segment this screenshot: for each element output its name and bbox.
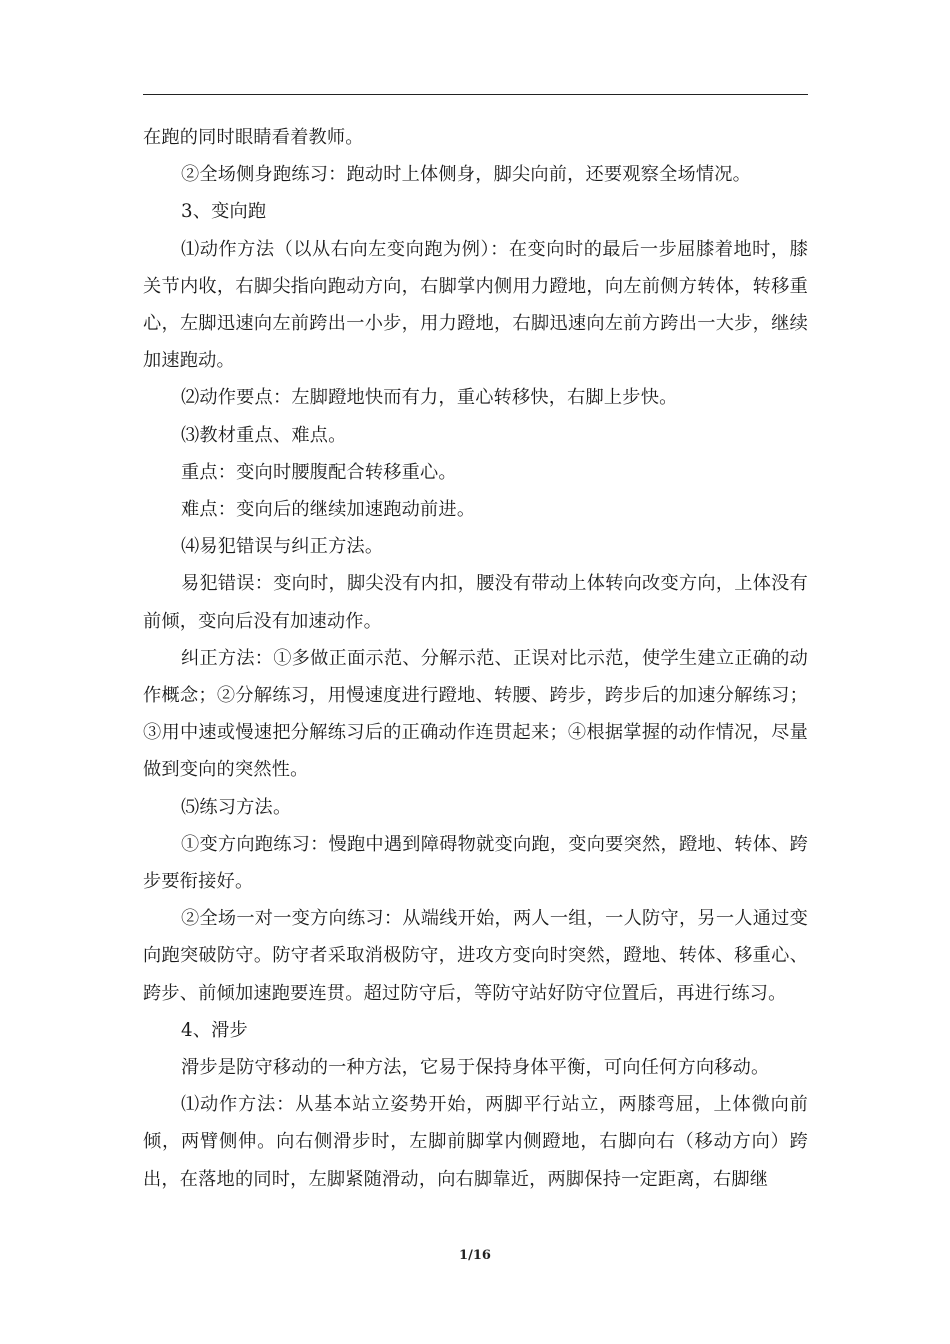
paragraph: ②全场侧身跑练习：跑动时上体侧身，脚尖向前，还要观察全场情况。 [181,164,752,186]
paragraph: 在跑的同时眼睛看着教师。 [143,127,364,148]
paragraph: 难点：变向后的继续加速跑动前进。 [181,499,476,521]
paragraph: 纠正方法：①多做正面示范、分解示范、正误对比示范，使学生建立正确的动作概念；②分解练习，用慢速度进行蹬地、转腰、跨步，跨步后的加速分解练习；③用中速或慢速把分解练习后的正确动作连贯起来；④根据掌握的动作情况，尽量做到变向的突然性。 [143,647,808,781]
paragraph: ⑷易犯错误与纠正方法。 [181,536,384,558]
paragraph: ①变方向跑练习：慢跑中遇到障碍物就变向跑，变向要突然，蹬地、转体、跨步要衔接好。 [143,833,808,893]
document-body [143,119,808,1198]
paragraph: ⑴动作方法：从基本站立姿势开始，两脚平行站立，两膝弯屈，上体微向前倾，两臂侧伸。向右侧滑步时，左脚前脚掌内侧蹬地，右脚向右（移动方向）跨出，在落地的同时，左脚紧随滑动，向右脚靠近，两脚保持一定距离，右脚继 [143,1094,808,1190]
section-heading: 3、变向跑 [181,201,267,223]
paragraph: ⑸练习方法。 [181,796,292,818]
paragraph: 重点：变向时腰腹配合转移重心。 [181,461,457,483]
paragraph: ⑴动作方法（以从右向左变向跑为例）：在变向时的最后一步屈膝着地时，膝关节内收，右脚尖指向跑动方向，右脚掌内侧用力蹬地，向左前侧方转体，转移重心，左脚迅速向左前跨出一小步，用力蹬地，右脚迅速向左前方跨出一大步，继续加速跑动。 [143,238,808,372]
paragraph: ②全场一对一变方向练习：从端线开始，两人一组，一人防守，另一人通过变向跑突破防守。防守者采取消极防守，进攻方变向时突然，蹬地、转体、移重心、跨步、前倾加速跑要连贯。超过防守后，等防守站好防守位置后，再进行练习。 [143,908,808,1004]
paragraph: ⑵动作要点：左脚蹬地快而有力，重心转移快，右脚上步快。 [181,387,678,409]
paragraph: 易犯错误：变向时，脚尖没有内扣，腰没有带动上体转向改变方向，上体没有前倾，变向后没有加速动作。 [143,573,808,632]
paragraph: 滑步是防守移动的一种方法，它易于保持身体平衡，可向任何方向移动。 [181,1057,770,1079]
section-heading: 4、滑步 [181,1019,248,1041]
header-rule [143,94,808,95]
page-number: 1/16 [459,1248,491,1263]
paragraph: ⑶教材重点、难点。 [181,424,347,446]
